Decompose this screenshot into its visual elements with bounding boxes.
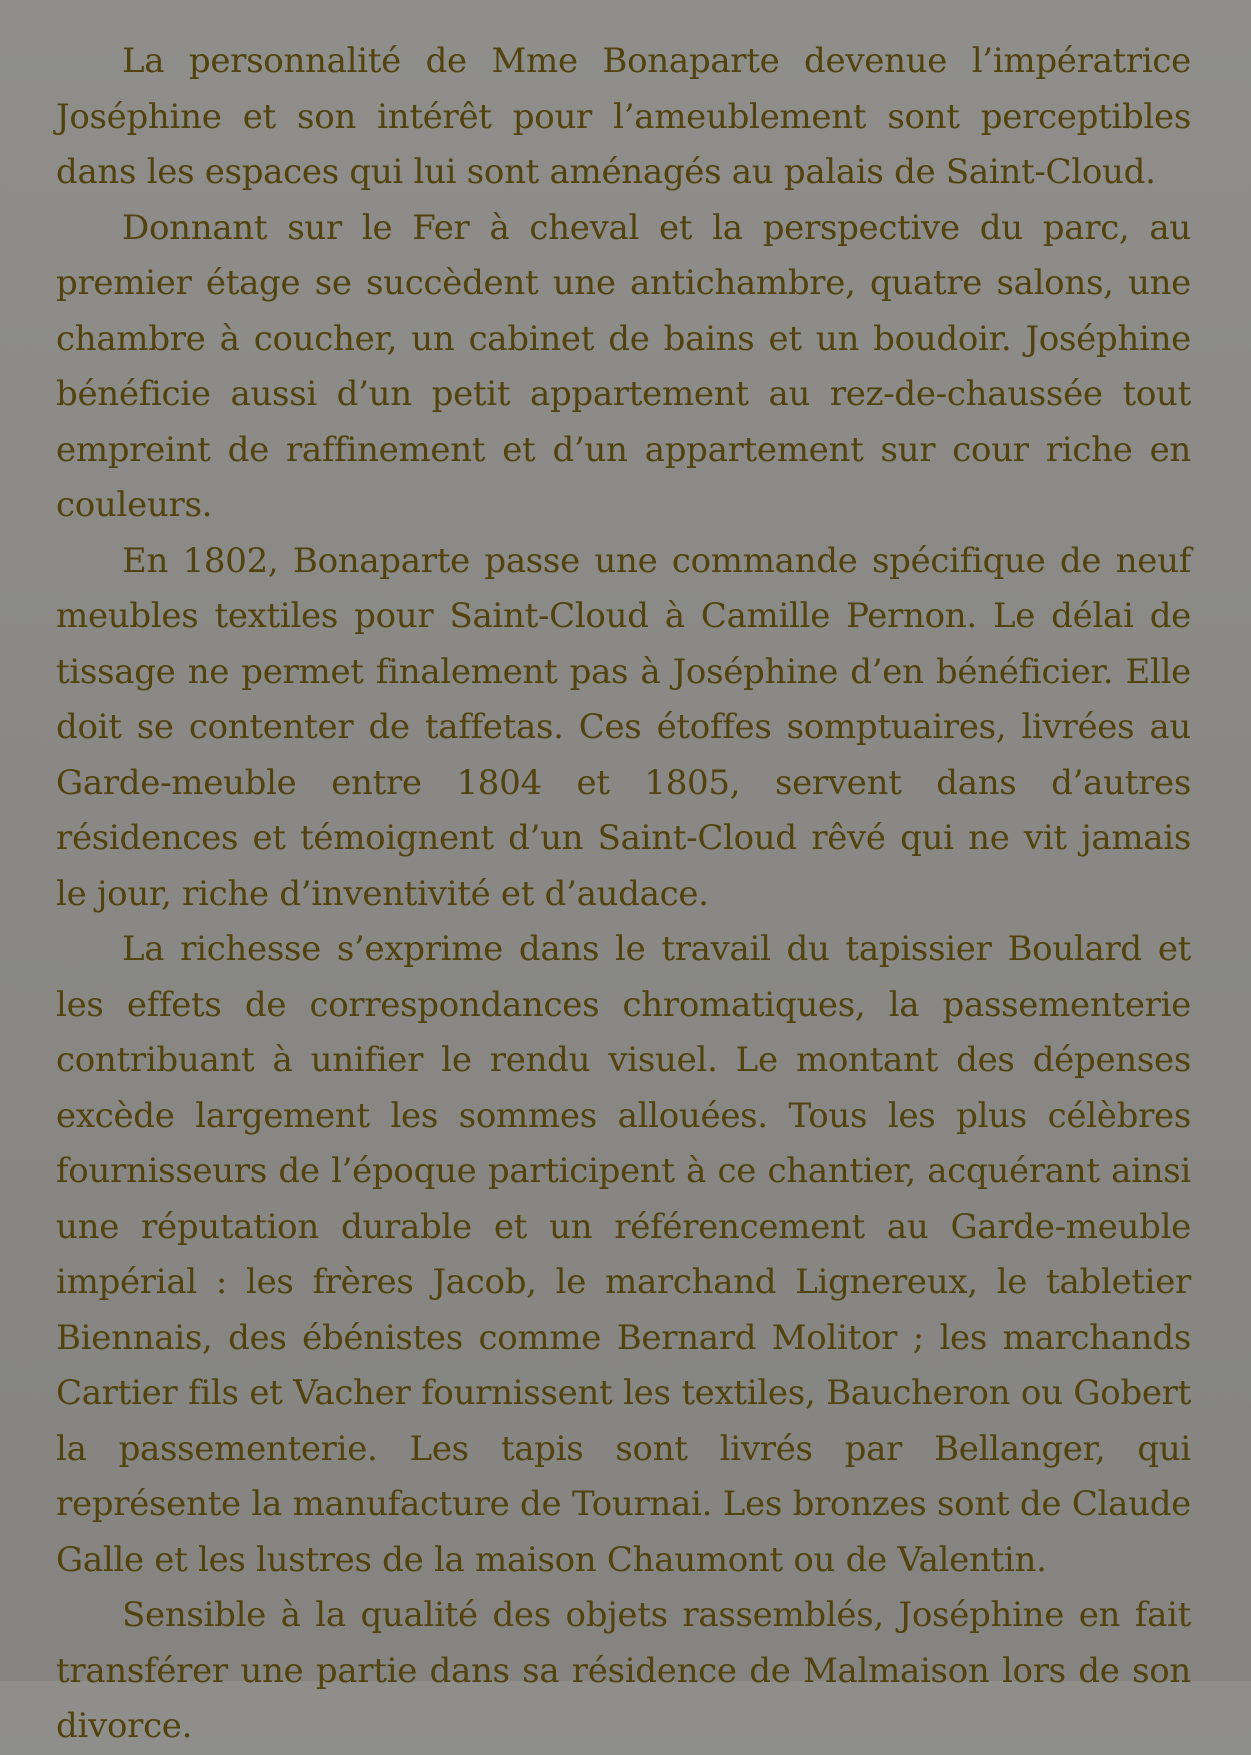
paragraph-1: La personnalité de Mme Bonaparte devenue l’impératrice Joséphine et son intérêt pour l’ameublement sont perceptibles dans les espaces qui lui sont aménagés au palais de Saint-Cloud.	[56, 41, 1191, 192]
article-body	[56, 34, 1191, 1755]
paragraph-4: La richesse s’exprime dans le travail du tapissier Boulard et les effets de correspondances chromatiques, la passementerie contribuant à unifier le rendu visuel. Le montant des dépenses excède largement les sommes allouées. Tous les plus célèbres fournisseurs de l’époque participent à ce chantier, acquérant ainsi une réputation durable et un référencement au Garde-meuble impérial : les frères Jacob, le marchand Lignereux, le tabletier Biennais, des ébénistes comme Bernard Molitor ; les marchands Cartier fils et Vacher fournissent les textiles, Baucheron ou Gobert la passementerie. Les tapis sont livrés par Bellanger, qui représente la manufacture de Tournai. Les bronzes sont de Claude Galle et les lustres de la maison Chaumont ou de Valentin.	[56, 929, 1191, 1580]
paragraph-2: Donnant sur le Fer à cheval et la perspective du parc, au premier étage se succèdent une antichambre, quatre salons, une chambre à coucher, un cabinet de bains et un boudoir. Joséphine bénéficie aussi d’un petit appartement au rez-de-chaussée tout empreint de raffinement et d’un appartement sur cour riche en couleurs.	[56, 207, 1191, 525]
paragraph-3: En 1802, Bonaparte passe une commande spécifique de neuf meubles textiles pour Saint-Cloud à Camille Pernon. Le délai de tissage ne permet finalement pas à Joséphine d’en bénéficier. Elle doit se contenter de taffetas. Ces étoffes somptuaires, livrées au Garde-meuble entre 1804 et 1805, servent dans d’autres résidences et témoignent d’un Saint-Cloud rêvé qui ne vit jamais le jour, riche d’inventivité et d’audace.	[56, 540, 1191, 914]
paragraph-5: Sensible à la qualité des objets rassemblés, Joséphine en fait transférer une partie dans sa résidence de Malmaison lors de son divorce.	[56, 1595, 1191, 1746]
